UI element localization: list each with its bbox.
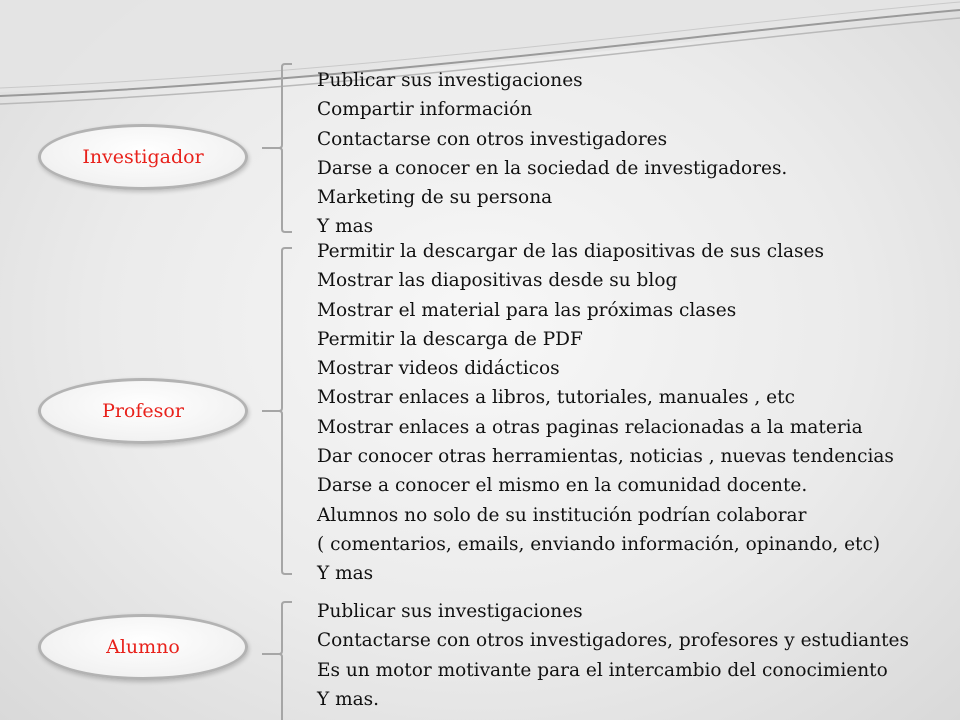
list-item: Permitir la descargar de las diapositivas de sus clases bbox=[317, 241, 824, 262]
role-ellipse-profesor bbox=[38, 378, 248, 444]
bracket-alumno bbox=[258, 596, 298, 720]
list-item: Es un motor motivante para el intercambio del conocimiento bbox=[317, 659, 888, 681]
list-item: Darse a conocer el mismo en la comunidad docente. bbox=[317, 475, 808, 497]
list-item: Contactarse con otros investigadores, profesores y estudiantes bbox=[317, 630, 909, 652]
bracket-investigador bbox=[258, 58, 298, 238]
role-label-profesor: Profesor bbox=[102, 400, 184, 422]
role-ellipse-alumno bbox=[38, 614, 248, 680]
list-item: Permitir la descarga de PDF bbox=[317, 328, 583, 350]
list-item: Alumnos no solo de su institución podrían colaborar bbox=[317, 504, 807, 526]
list-item: Mostrar las diapositivas desde su blog bbox=[317, 270, 678, 292]
list-item: Mostrar enlaces a otras paginas relacionadas a la materia bbox=[317, 416, 863, 438]
list-item: Darse a conocer en la sociedad de investigadores. bbox=[317, 157, 788, 179]
list-item: Marketing de su persona bbox=[317, 187, 553, 209]
item-list-investigador bbox=[317, 66, 787, 242]
list-item: Y mas. bbox=[317, 688, 380, 710]
list-item: Mostrar videos didácticos bbox=[317, 358, 560, 380]
list-item: ( comentarios, emails, enviando información, opinando, etc) bbox=[317, 533, 881, 555]
list-item: Contactarse con otros investigadores bbox=[317, 128, 668, 150]
list-item: Dar conocer otras herramientas, noticias , nuevas tendencias bbox=[317, 446, 894, 468]
list-item: Y mas bbox=[317, 563, 374, 585]
bracket-profesor bbox=[258, 242, 298, 582]
role-ellipse-investigador bbox=[38, 124, 248, 190]
item-list-alumno bbox=[317, 597, 909, 714]
list-item: Mostrar el material para las próximas clases bbox=[317, 299, 737, 321]
list-item: Publicar sus investigaciones bbox=[317, 601, 583, 622]
list-item: Y mas bbox=[317, 216, 374, 238]
list-item: Mostrar enlaces a libros, tutoriales, manuales , etc bbox=[317, 387, 795, 409]
item-list-profesor bbox=[317, 237, 894, 589]
role-label-investigador: Investigador bbox=[82, 146, 204, 168]
list-item: Publicar sus investigaciones bbox=[317, 70, 583, 91]
role-label-alumno: Alumno bbox=[106, 636, 180, 658]
list-item: Compartir información bbox=[317, 99, 533, 121]
